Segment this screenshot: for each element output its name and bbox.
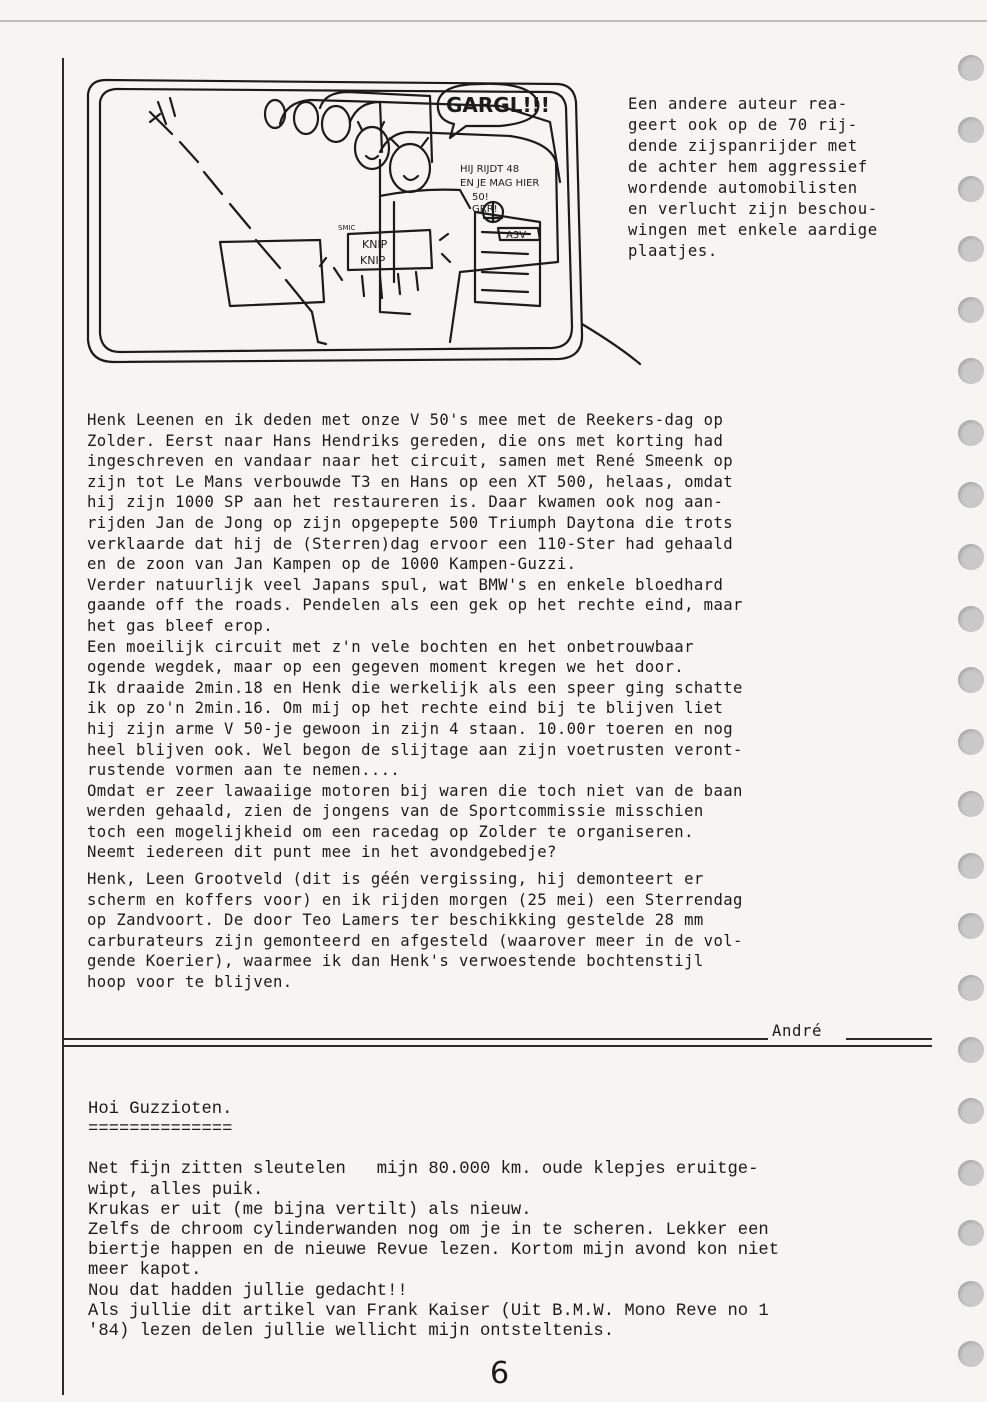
author-name: André <box>772 1022 822 1040</box>
article-line: rustende vormen aan te nemen.... <box>87 761 401 780</box>
cartoon-bubble-text: GARGL!!! <box>446 93 550 117</box>
letter-greeting-underline: ============== <box>88 1120 233 1140</box>
cartoon-caption-3: 50! <box>472 192 489 203</box>
article-line: Henk, Leen Grootveld (dit is géén vergissing, hij demonteert er <box>87 870 704 889</box>
article-line: gaande off the roads. Pendelen als een gek op het rechte eind, maar <box>87 596 743 615</box>
binder-hole-icon <box>958 791 984 817</box>
page-number: 6 <box>490 1356 510 1391</box>
binder-hole-icon <box>958 667 984 693</box>
article-line: hoop voor te blijven. <box>87 973 293 992</box>
cartoon-plate: A3V <box>506 230 527 241</box>
letter-line: Zelfs de chroom cylinderwanden nog om je in te scheren. Lekker een <box>88 1221 769 1241</box>
article-line: hij zijn 1000 SP aan het restaureren is. Daar kwamen ook nog aan- <box>87 493 724 512</box>
letter-line: Krukas er uit (me bijna vertilt) als nieuw. <box>88 1200 532 1220</box>
letter-greeting: Hoi Guzzioten. <box>88 1100 233 1119</box>
article-line: carburateurs zijn gemonteerd en afgesteld (waarover meer in de vol- <box>87 931 743 950</box>
binder-hole-icon <box>958 544 984 570</box>
binder-hole-icon <box>958 1098 984 1124</box>
article-line: rijden Jan de Jong op zijn opgepepte 500 Triumph Daytona die trots <box>87 513 734 532</box>
binder-hole-icon <box>958 606 984 632</box>
article-line: Ik draaide 2min.18 en Henk die werkelijk als een speer ging schatte <box>87 678 743 697</box>
letter-line: meer kapot. <box>88 1261 202 1281</box>
article-line: scherm en koffers voor) en ik rijden morgen (25 mei) een Sterrendag <box>87 890 743 909</box>
article-line: het gas bleef erop. <box>87 616 273 635</box>
letter-line: biertje happen en de nieuwe Revue lezen. Kortom mijn avond kon niet <box>88 1241 780 1261</box>
article-line: Een moeilijk circuit met z'n vele bochten en het onbetrouwbaar <box>87 637 694 656</box>
article-line: werden gehaald, zien de jongens van de Sportcommissie misschien <box>87 802 704 821</box>
binder-hole-icon <box>958 236 984 262</box>
letter-body <box>88 1100 948 1342</box>
article-line: en de zoon van Jan Kampen op de 1000 Kampen-Guzzi. <box>87 555 577 574</box>
letter-line: Als jullie dit artikel van Frank Kaiser (Uit B.M.W. Mono Reve no 1 <box>88 1301 769 1321</box>
article-line: Zolder. Eerst naar Hans Hendriks gereden, die ons met korting had <box>87 431 724 450</box>
article-line: Verder natuurlijk veel Japans spul, wat BMW's en enkele bloedhard <box>87 575 724 594</box>
binder-hole-icon <box>958 1037 984 1063</box>
author-rule-right <box>846 1038 932 1040</box>
article-line: op Zandvoort. De door Teo Lamers ter beschikking gestelde 28 mm <box>87 911 704 930</box>
article-line: verklaarde dat hij de (Sterren)dag ervoor een 110-Ster had gehaald <box>87 534 734 553</box>
intro-paragraph: Een andere auteur rea- geert ook op de 70 rij- dende zijspanrijder met de achter hem aggressief wordende automobilisten en verlucht zijn beschou- wingen met enkele aardige plaatjes. <box>628 95 878 260</box>
article-line: heel blijven ook. Wel begon de slijtage aan zijn voetrusten veront- <box>87 740 743 759</box>
binder-hole-icon <box>958 420 984 446</box>
cartoon-sign-2: KNIP <box>360 254 386 267</box>
letter-line: '84) lezen delen jullie wellicht mijn ontsteltenis. <box>88 1322 615 1342</box>
article-line: gende Koerier), waarmee ik dan Henk's verwoestende bochtenstijl <box>87 952 704 971</box>
cartoon-caption-2: EN JE MAG HIER <box>460 178 540 189</box>
cartoon-caption-1: HIJ RIJDT 48 <box>460 164 520 175</box>
binder-hole-icon <box>958 482 984 508</box>
author-signoff <box>62 1022 932 1042</box>
binder-hole-icon <box>958 117 984 143</box>
top-edge-rule <box>0 20 987 22</box>
cartoon-sign-1: KNIP <box>362 238 388 251</box>
margin-line <box>62 58 64 1395</box>
binder-hole-icon <box>958 297 984 323</box>
binder-hole-icon <box>958 1220 984 1246</box>
article-line: Neemt iedereen dit punt mee in het avondgebedje? <box>87 843 557 862</box>
letter-line: Nou dat hadden jullie gedacht!! <box>88 1281 408 1301</box>
article-line: ingeschreven en vandaar naar het circuit, samen met René Smeenk op <box>87 452 734 471</box>
binder-hole-icon <box>958 975 984 1001</box>
binder-hole-icon <box>958 1341 984 1367</box>
section-divider <box>62 1045 932 1047</box>
binder-hole-icon <box>958 729 984 755</box>
author-rule-left <box>62 1038 768 1040</box>
article-line: Henk Leenen en ik deden met onze V 50's mee met de Reekers-dag op <box>87 411 724 429</box>
binder-hole-icon <box>958 853 984 879</box>
cartoon-small-text: SMIC <box>338 224 356 232</box>
mirror-cartoon <box>80 62 670 372</box>
paragraph-gap <box>88 1140 948 1160</box>
letter-line: Net fijn zitten sleutelen mijn 80.000 km. oude klepjes eruitge- <box>88 1160 759 1180</box>
cartoon-caption-4: GRR! <box>472 204 498 215</box>
binder-hole-icon <box>958 1281 984 1307</box>
letter-line: wipt, alles puik. <box>88 1180 264 1200</box>
article-line: zijn tot Le Mans verbouwde T3 en Hans op een XT 500, helaas, omdat <box>87 472 734 491</box>
article-line: Omdat er zeer lawaaiige motoren bij waren die toch niet van de baan <box>87 781 743 800</box>
binder-hole-icon <box>958 55 984 81</box>
article-line: toch een mogelijkheid om een racedag op Zolder te organiseren. <box>87 822 694 841</box>
article-line: ik op zo'n 2min.16. Om mij op het rechte eind bij te blijven liet <box>87 699 724 718</box>
article-body <box>87 410 947 993</box>
binder-hole-icon <box>958 176 984 202</box>
binder-hole-icon <box>958 913 984 939</box>
article-line: ogende wegdek, maar op een gegeven moment kregen we het door. <box>87 658 685 677</box>
binder-hole-icon <box>958 358 984 384</box>
binder-hole-icon <box>958 1160 984 1186</box>
binder-holes <box>958 55 986 1395</box>
article-line: hij zijn arme V 50-je gewoon in zijn 4 staan. 10.00r toeren en nog <box>87 719 734 738</box>
